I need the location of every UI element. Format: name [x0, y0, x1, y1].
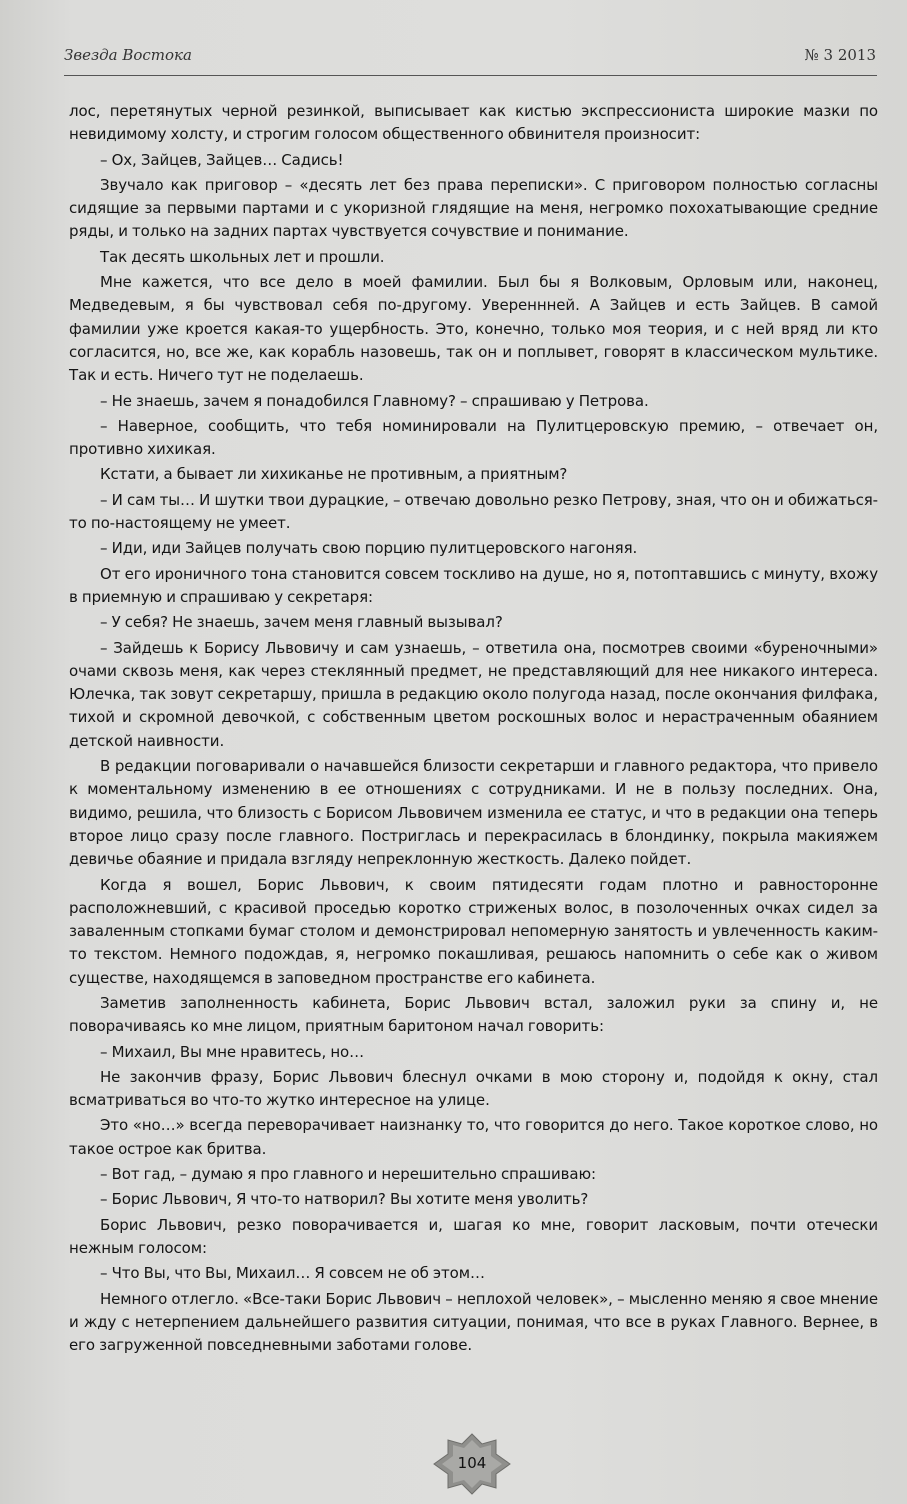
paragraph: Не закончив фразу, Борис Львович блеснул очками в мою сторону и, подойдя к окну, стал всматриваться во что-то жутко интересное на улице.	[69, 1067, 878, 1110]
paragraph: – Зайдешь к Борису Львовичу и сам узнаешь, – ответила она, посмотрев своими «буреночными» очами сквозь меня, как через стеклянный предмет, не представляющий для нее никакого интереса. Юлечка, так зовут секретаршу, пришла в редакцию около полугода назад, после окончания филфака, тихой и скромной девочкой, с собственным цветом роскошных волос и нерастраченным обаянием детской наивности.	[69, 638, 878, 750]
paragraph: – Вот гад, – думаю я про главного и нерешительно спрашиваю:	[100, 1165, 596, 1184]
paragraph: Так десять школьных лет и прошли.	[100, 247, 385, 266]
article-body	[69, 100, 878, 1359]
paragraph: Борис Львович, резко поворачивается и, шагая ко мне, говорит ласковым, почти отечески нежным голосом:	[69, 1215, 878, 1257]
paragraph: – Иди, иди Зайцев получать свою порцию пулитцеровского нагоняя.	[100, 539, 638, 558]
paragraph: – Наверное, сообщить, что тебя номинировали на Пулитцеровскую премию, – отвечает он, противно хихикая.	[69, 416, 878, 459]
paragraph: – И сам ты… И шутки твои дурацкие, – отвечаю довольно резко Петрову, зная, что он и обижаться-то по-настоящему не умеет.	[69, 490, 878, 533]
running-header	[64, 46, 876, 72]
paragraph: – Михаил, Вы мне нравитесь, но…	[100, 1042, 365, 1061]
paragraph: Кстати, а бывает ли хихиканье не противным, а приятным?	[100, 465, 568, 484]
paragraph: Это «но…» всегда переворачивает наизнанку то, что говорится до него. Такое короткое слово, но такое острое как бритва.	[69, 1116, 878, 1158]
paragraph: – Ох, Зайцев, Зайцев… Садись!	[100, 150, 344, 169]
paragraph: Мне кажется, что все дело в моей фамилии. Был бы я Волковым, Орловым или, наконец, Медведевым, я бы чувствовал себя по-другому. Увереннней. А Зайцев и есть Зайцев. В самой фамилии уже кроется какая-то ущербность. Это, конечно, только моя теория, и с ней вряд ли кто согласится, но, все же, как корабль назовешь, так он и поплывет, говорят в классическом мультике. Так и есть. Ничего тут не поделаешь.	[69, 273, 878, 385]
paragraph: – Борис Львович, Я что-то натворил? Вы хотите меня уволить?	[100, 1190, 589, 1209]
paragraph: От его ироничного тона становится совсем тоскливо на душе, но я, потоптавшись с минуту, вхожу в приемную и спрашиваю у секретаря:	[69, 564, 878, 606]
paragraph: – Что Вы, что Вы, Михаил… Я совсем не об этом…	[100, 1264, 485, 1283]
paragraph: лос, перетянутых черной резинкой, выписывает как кистью экспрессиониста широкие мазки по невидимому холсту, и строгим голосом общественного обвинителя произносит:	[69, 102, 878, 144]
issue-number: № 3 2013	[804, 46, 876, 64]
page-number: 104	[457, 1454, 487, 1472]
paragraph	[69, 174, 878, 244]
paragraph-text: Звучало как приговор – «десять лет без права переписки». С приговором полностью согласны сидящие за первыми партами и с укоризной глядящие на меня, негромко похохатывающие средние ряды, и только на задних партах чувствуется сочувствие и понимание.	[69, 175, 878, 241]
paragraph: В редакции поговаривали о начавшейся близости секретарши и главного редактора, что привело к моментальному изменению в ее отношениях с сотрудниками. И не в пользу последних. Она, видимо, решила, что близость с Борисом Львовичем изменила ее статус, и что в редакции она теперь второе лицо сразу после главного. Постриглась и перекрасилась в блондинку, покрыла макияжем девичье обаяние и придала взгляду непреклонную жесткость. Далеко пойдет.	[69, 757, 878, 869]
journal-title: Звезда Востока	[64, 46, 192, 64]
header-divider	[64, 75, 877, 76]
page-number-badge	[430, 1432, 514, 1496]
paragraph: – Не знаешь, зачем я понадобился Главному? – спрашиваю у Петрова.	[100, 391, 649, 410]
paragraph: Заметив заполненность кабинета, Борис Львович встал, заложил руки за спину и, не поворачиваясь ко мне лицом, приятным баритоном начал говорить:	[69, 993, 878, 1036]
paragraph: – У себя? Не знаешь, зачем меня главный вызывал?	[100, 613, 503, 632]
paragraph: Когда я вошел, Борис Львович, к своим пятидесяти годам плотно и равносторонне расположневший, с красивой проседью коротко стриженых волос, в позолоченных очках сидел за заваленным стопками бумаг столом и демонстрировал непомерную занятость и увлеченность каким-то текстом. Немного подождав, я, негромко покашливая, решаюсь напомнить о себе как о живом существе, находящемся в заповедном пространстве его кабинета.	[69, 875, 878, 987]
paragraph: Немного отлегло. «Все-таки Борис Львович – неплохой человек», – мысленно меняю я свое мнение и жду с нетерпением дальнейшего развития ситуации, понимая, что все в руках Главного. Вернее, в его загруженной повседневными заботами голове.	[69, 1289, 878, 1355]
